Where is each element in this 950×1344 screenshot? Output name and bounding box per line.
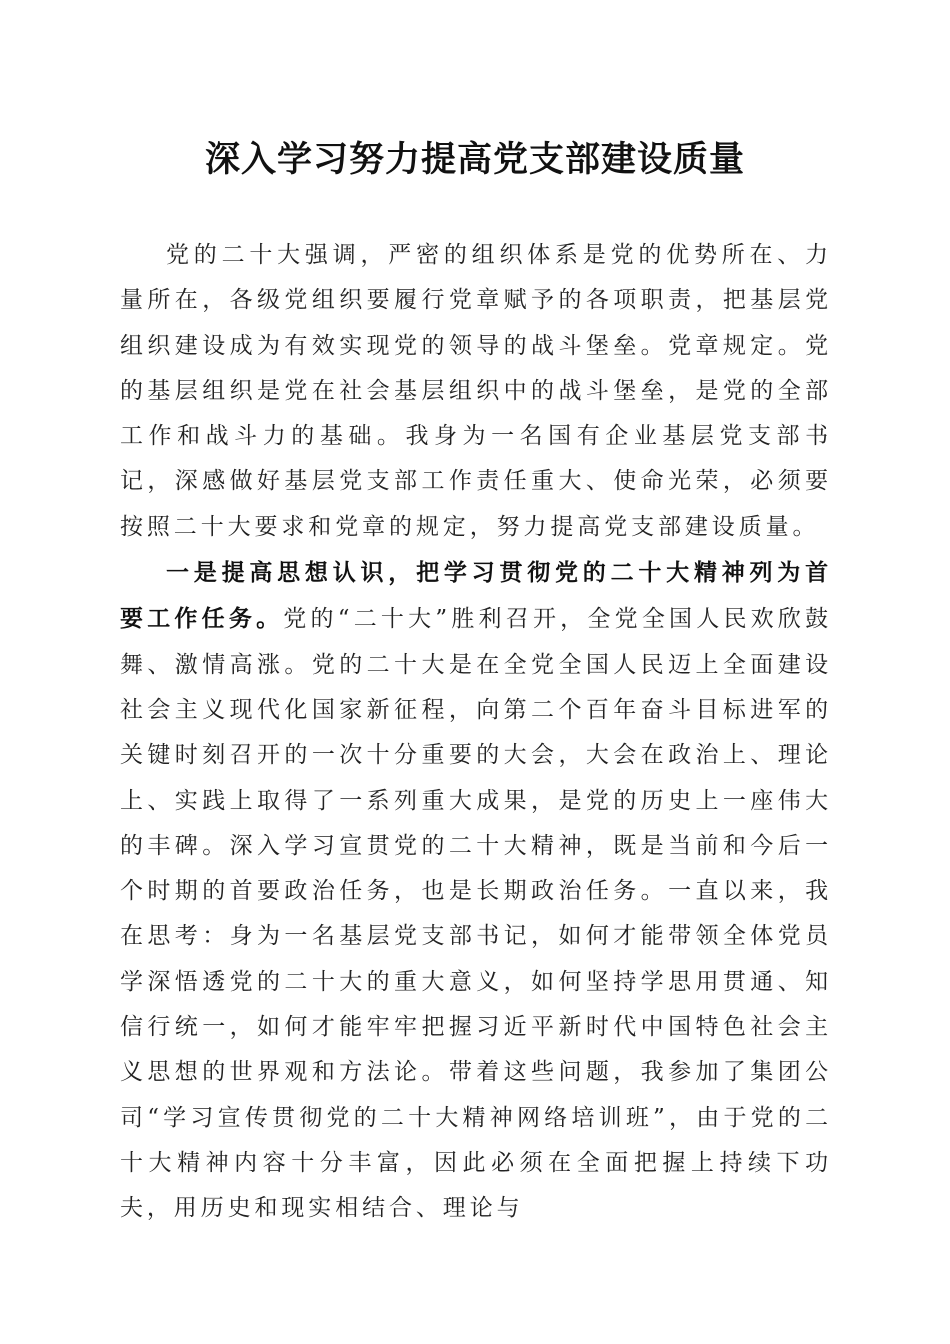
document-title: 深入学习努力提高党支部建设质量	[204, 139, 745, 180]
paragraph-text: 党的二十大强调，严密的组织体系是党的优势所在、力量所在，各级党组织要履行党章赋予的各项职责，把基层党组织建设成为有效实现党的领导的战斗堡垒。党章规定。党的基层组织是党在社会基层组织中的战斗堡垒，是党的全部工作和战斗力的基础。我身为一名国有企业基层党支部书记，深感做好基层党支部工作责任重大、使命光荣，必须要按照二十大要求和党章的规定，努力提高党支部建设质量。	[120, 242, 832, 540]
paragraph-lead: 一是提高思想认识，把学习贯彻党的二十大精神列为首要工作任务。	[120, 559, 832, 633]
paragraph-intro	[120, 232, 832, 550]
document-body	[120, 232, 832, 1232]
paragraph-text: 党的“二十大”胜利召开，全党全国人民欢欣鼓舞、激情高涨。党的二十大是在全党全国人民迈上全面建设社会主义现代化国家新征程，向第二个百年奋斗目标进军的关键时刻召开的一次十分重要的大会，大会在政治上、理论上、实践上取得了一系列重大成果，是党的历史上一座伟大的丰碑。深入学习宣贯党的二十大精神，既是当前和今后一个时期的首要政治任务，也是长期政治任务。一直以来，我在思考：身为一名基层党支部书记，如何才能带领全体党员学深悟透党的二十大的重大意义，如何坚持学思用贯通、知信行统一，如何才能牢牢把握习近平新时代中国特色社会主义思想的世界观和方法论。带着这些问题，我参加了集团公司“学习宣传贯彻党的二十大精神网络培训班”，由于党的二十大精神内容十分丰富，因此必须在全面把握上持续下功夫，用历史和现实相结合、理论与	[120, 606, 832, 1222]
paragraph-point-one	[120, 550, 832, 1231]
